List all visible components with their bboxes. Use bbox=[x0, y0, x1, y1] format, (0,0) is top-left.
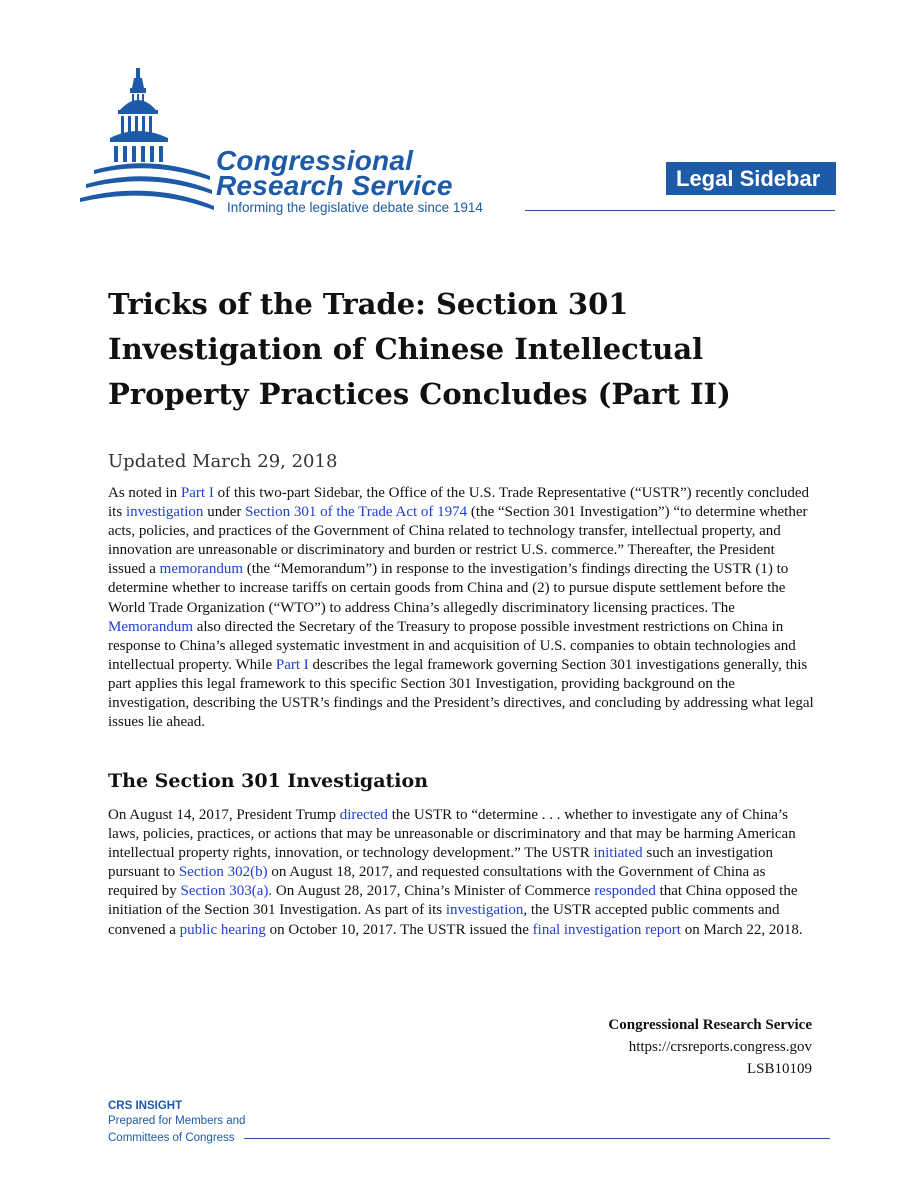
footer-org-name: Congressional Research Service bbox=[608, 1017, 812, 1033]
section-heading: The Section 301 Investigation bbox=[108, 770, 429, 792]
paragraph-text: that China opposed the initiation of the Section 301 Investigation. As part of its bbox=[108, 883, 798, 919]
inline-link[interactable]: Memorandum bbox=[108, 618, 193, 635]
document-title: Tricks of the Trade: Section 301 Investigation of Chinese Intellectual Property Practices Concludes (Part II) bbox=[108, 287, 731, 411]
inline-link[interactable]: final investigation report bbox=[532, 921, 681, 938]
intro-paragraph bbox=[108, 484, 814, 732]
paragraph-text: (the “Section 301 Investigation”) “to determine whether acts, policies, and practices of the Government of China related to technology transfer, intellectual property, and innovation are unreasonable or discriminatory and burden or restrict U.S. commerce.” Thereafter, the President issued a bbox=[108, 504, 808, 578]
insight-title: CRS INSIGHT bbox=[108, 1100, 183, 1112]
paragraph-text: on October 10, 2017. The USTR issued the bbox=[265, 921, 533, 938]
paragraph-text: on August 18, 2017, and requested consultations with the Government of China as required by bbox=[108, 864, 766, 900]
paragraph-text: On August 14, 2017, President Trump bbox=[108, 807, 340, 823]
legal-sidebar-badge: Legal Sidebar bbox=[666, 162, 836, 195]
crs-insight-label bbox=[108, 1099, 245, 1147]
section-paragraph bbox=[108, 806, 814, 940]
inline-link[interactable]: memorandum bbox=[159, 561, 243, 578]
capitol-dome-icon bbox=[80, 66, 220, 216]
paragraph-text: As noted in bbox=[108, 485, 181, 501]
crs-logo bbox=[80, 66, 540, 226]
inline-link[interactable]: investigation bbox=[125, 504, 204, 521]
header-divider bbox=[525, 210, 835, 211]
inline-link[interactable]: initiated bbox=[593, 845, 643, 862]
footer-divider bbox=[244, 1138, 830, 1139]
inline-link[interactable]: Section 301 of the Trade Act of 1974 bbox=[245, 504, 468, 521]
crs-footer-block bbox=[608, 1014, 812, 1080]
inline-link[interactable]: responded bbox=[594, 883, 656, 900]
inline-link[interactable]: Section 302(b) bbox=[178, 864, 268, 881]
paragraph-text: under bbox=[203, 504, 246, 521]
footer-url[interactable]: https://crsreports.congress.gov bbox=[628, 1039, 812, 1055]
paragraph-text: describes the legal framework governing Section 301 investigations generally, this part applies this legal framework to this specific Section 301 Investigation, providing background on the investigation, describing the USTR’s findings and the President’s directives, and concluding by addressing what legal issues lie ahead. bbox=[108, 656, 814, 731]
inline-link[interactable]: directed bbox=[339, 807, 389, 823]
paragraph-text: on March 22, 2018. bbox=[680, 921, 803, 938]
paragraph-text: the USTR to “determine . . . whether to investigate any of China’s laws, policies, practices, or actions that may be unreasonable or discriminatory and that may be harming American intellectual property rights, innovation, or technology development.” The USTR bbox=[108, 807, 796, 862]
inline-link[interactable]: Part I bbox=[180, 485, 214, 501]
paragraph-text: of this two-part Sidebar, the Office of the U.S. Trade Representative (“USTR”) recently concluded its bbox=[108, 485, 810, 521]
inline-link[interactable]: public hearing bbox=[179, 921, 266, 938]
paragraph-text: such an investigation pursuant to bbox=[108, 845, 774, 881]
insight-line-2: Committees of Congress bbox=[108, 1132, 235, 1144]
insight-line-1: Prepared for Members and bbox=[108, 1115, 246, 1127]
paragraph-text: , the USTR accepted public comments and convened a bbox=[108, 902, 780, 938]
paragraph-text: On August 28, 2017, China’s Minister of Commerce bbox=[272, 883, 595, 900]
paragraph-text: also directed the Secretary of the Treasury to propose possible investment restrictions on China in response to China’s alleged systematic investment in and acquisition of U.S. companies to obtain technologies and intellectual property. While bbox=[108, 618, 796, 673]
report-id: LSB10109 bbox=[746, 1061, 812, 1077]
logo-tagline: Informing the legislative debate since 1914 bbox=[227, 200, 483, 215]
logo-wordmark-line2: Research Service bbox=[216, 170, 453, 201]
inline-link[interactable]: investigation bbox=[445, 902, 524, 919]
updated-date: Updated March 29, 2018 bbox=[108, 451, 338, 472]
paragraph-text: (the “Memorandum”) in response to the investigation’s findings directing the USTR (1) to determine whether to increase tariffs on certain goods from China and (2) to pursue dispute settlement before the World Trade Organization (“WTO”) to address China’s allegedly discriminatory licensing practices. The bbox=[108, 561, 789, 616]
logo-wordmark-line1: Congressional bbox=[216, 145, 414, 176]
inline-link[interactable]: Section 303(a). bbox=[180, 883, 273, 900]
inline-link[interactable]: Part I bbox=[275, 656, 309, 673]
